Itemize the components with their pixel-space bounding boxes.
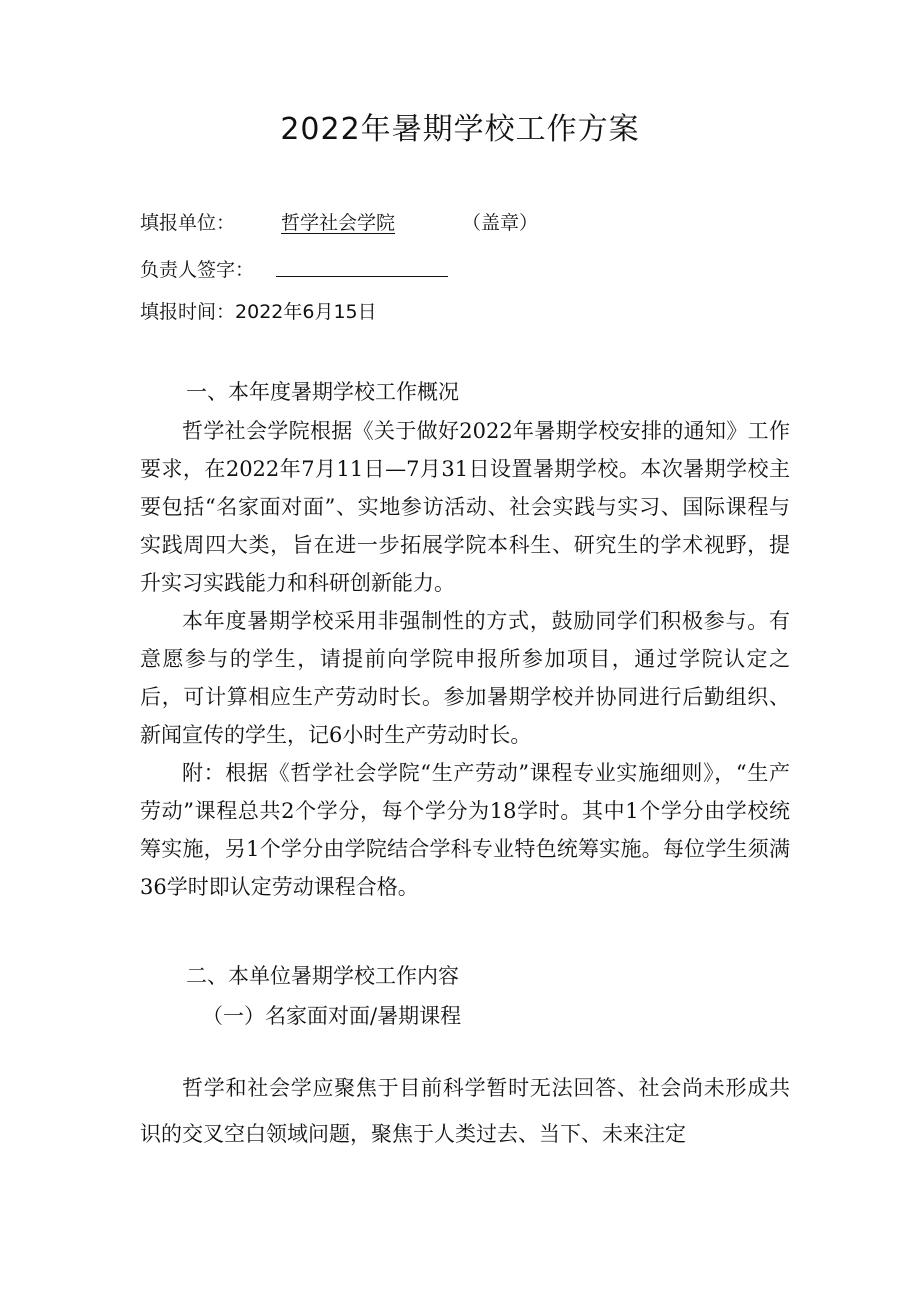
document-title: 2022年暑期学校工作方案 [280,112,640,147]
section-2-body [140,1065,790,1157]
signature-line [276,276,448,277]
signer-row [140,256,254,284]
unit-label: 填报单位： [140,212,236,234]
unit-value: 哲学社会学院 [281,212,396,234]
date-label: 填报时间： [140,301,236,323]
signer-label: 负责人签字： [140,259,255,281]
paragraph: 哲学社会学院根据《关于做好2022年暑期学校安排的通知》工作要求，在2022年7月11日—7月31日设置暑期学校。本次暑期学校主要包括“名家面对面”、实地参访活动、社会实践与实习、国际课程与实践周四大类，旨在进一步拓展学院本科生、研究生的学术视野，提升实习实践能力和科研创新能力。 [140,419,790,595]
section-1-heading: 一、本年度暑期学校工作概况 [186,380,459,404]
date-row [140,298,377,326]
paragraph: 附：根据《哲学社会学院“生产劳动”课程专业实施细则》，“生产劳动”课程总共2个学分，每个学分为18学时。其中1个学分由学校统筹实施，另1个学分由学院结合学科专业特色统筹实施。每位学生须满36学时即认定劳动课程合格。 [140,761,790,899]
paragraph: 本年度暑期学校采用非强制性的方式，鼓励同学们积极参与。有意愿参与的学生，请提前向学院申报所参加项目，通过学院认定之后，可计算相应生产劳动时长。参加暑期学校并协同进行后勤组织、新闻宣传的学生，记6小时生产劳动时长。 [140,609,790,747]
section-2-heading: 二、本单位暑期学校工作内容 [186,964,459,988]
date-value: 2022年6月15日 [235,301,377,323]
paragraph: 哲学和社会学应聚焦于目前科学暂时无法回答、社会尚未形成共识的交叉空白领域问题，聚焦于人类过去、当下、未来注定 [140,1076,790,1146]
section-2-subheading: （一）名家面对面/暑期课程 [202,1004,462,1028]
seal-note: （盖章） [462,212,539,234]
unit-row [140,209,539,237]
section-1-body [140,412,790,906]
